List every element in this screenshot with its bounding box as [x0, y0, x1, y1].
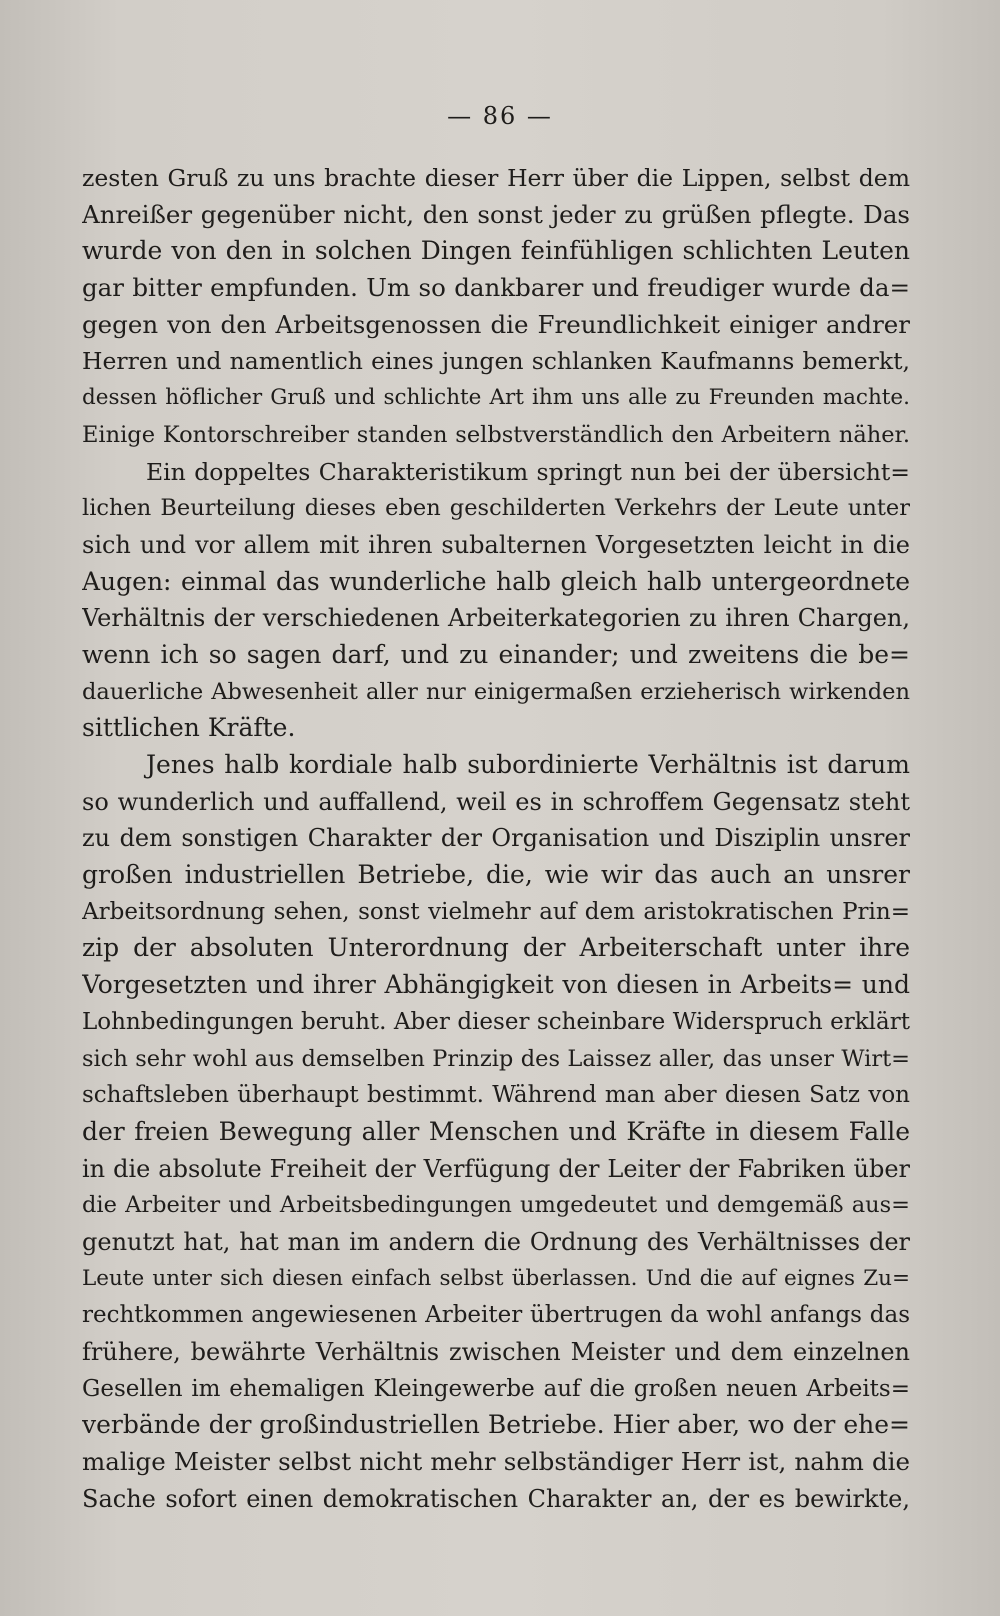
body-text [82, 160, 910, 1517]
text-line: genutzt hat, hat man im andern die Ordnung des Verhältnisses der [82, 1227, 910, 1256]
text-line: malige Meister selbst nicht mehr selbständiger Herr ist, nahm die [82, 1447, 910, 1477]
text-line: verbände der großindustriellen Betriebe. Hier aber, wo der ehe= [82, 1410, 910, 1440]
text-line: Jenes halb kordiale halb subordinierte Verhältnis ist darum [146, 750, 910, 779]
text-line: dessen höflicher Gruß und schlichte Art ihm uns alle zu Freunden machte. [82, 385, 910, 411]
text-line: Sache sofort einen demokratischen Charakter an, der es bewirkte, [82, 1484, 910, 1513]
page-number: — 86 — [447, 102, 553, 130]
text-line: zu dem sonstigen Charakter der Organisation und Disziplin unsrer [82, 824, 910, 853]
text-line: lichen Beurteilung dieses eben geschilderten Verkehrs der Leute unter [82, 495, 910, 522]
text-line: sittlichen Kräfte. [82, 713, 296, 743]
text-line: dauerliche Abwesenheit aller nur einigermaßen erzieherisch wirkenden [82, 678, 910, 705]
text-line: zesten Gruß zu uns brachte dieser Herr über die Lippen, selbst dem [82, 164, 910, 192]
text-line: großen industriellen Betriebe, die, wie wir das auch an unsrer [82, 860, 910, 890]
text-line: sich und vor allem mit ihren subalternen Vorgesetzten leicht in die [82, 530, 910, 559]
text-line: Leute unter sich diesen einfach selbst überlassen. Und die auf eignes Zu= [82, 1265, 910, 1291]
text-line: schaftsleben überhaupt bestimmt. Während man aber diesen Satz von [82, 1082, 910, 1109]
text-line: Lohnbedingungen beruht. Aber dieser scheinbare Widerspruch erklärt [82, 1008, 910, 1035]
text-line: der freien Bewegung aller Menschen und Kräfte in diesem Falle [82, 1116, 910, 1146]
text-line: Herren und namentlich eines jungen schlanken Kaufmanns bemerkt, [82, 347, 910, 376]
text-line: rechtkommen angewiesenen Arbeiter übertrugen da wohl anfangs das [82, 1302, 910, 1329]
text-line: Augen: einmal das wunderliche halb gleich halb untergeordnete [82, 566, 910, 596]
text-line: Verhältnis der verschiedenen Arbeiterkategorien zu ihren Chargen, [82, 604, 910, 633]
text-line: so wunderlich und auffallend, weil es in schroffem Gegensatz steht [82, 787, 910, 816]
text-line: Ein doppeltes Charakteristikum springt nun bei der übersicht= [146, 457, 910, 486]
text-line: gar bitter empfunden. Um so dankbarer und freudiger wurde da= [82, 273, 910, 303]
text-line: zip der absoluten Unterordnung der Arbeiterschaft unter ihre [82, 933, 910, 963]
text-line: Arbeitsordnung sehen, sonst vielmehr auf dem aristokratischen Prin= [82, 898, 910, 925]
text-line: wurde von den in solchen Dingen feinfühligen schlichten Leuten [82, 236, 910, 266]
text-line: frühere, bewährte Verhältnis zwischen Meister und dem einzelnen [82, 1338, 910, 1366]
text-line: Gesellen im ehemaligen Kleingewerbe auf die großen neuen Arbeits= [82, 1375, 910, 1402]
text-line: sich sehr wohl aus demselben Prinzip des Laissez aller, das unser Wirt= [82, 1045, 910, 1072]
text-line: die Arbeiter und Arbeitsbedingungen umgedeutet und demgemäß aus= [82, 1192, 910, 1219]
text-line: Einige Kontorschreiber standen selbstverständlich den Arbeitern näher. [82, 421, 910, 448]
text-line: in die absolute Freiheit der Verfügung der Leiter der Fabriken über [82, 1154, 910, 1183]
text-line: Vorgesetzten und ihrer Abhängigkeit von diesen in Arbeits= und [82, 970, 910, 1000]
text-line: wenn ich so sagen darf, und zu einander; und zweitens die be= [82, 639, 910, 669]
text-line: gegen von den Arbeitsgenossen die Freundlichkeit einiger andrer [82, 309, 910, 339]
text-line: Anreißer gegenüber nicht, den sonst jeder zu grüßen pflegte. Das [82, 199, 910, 229]
